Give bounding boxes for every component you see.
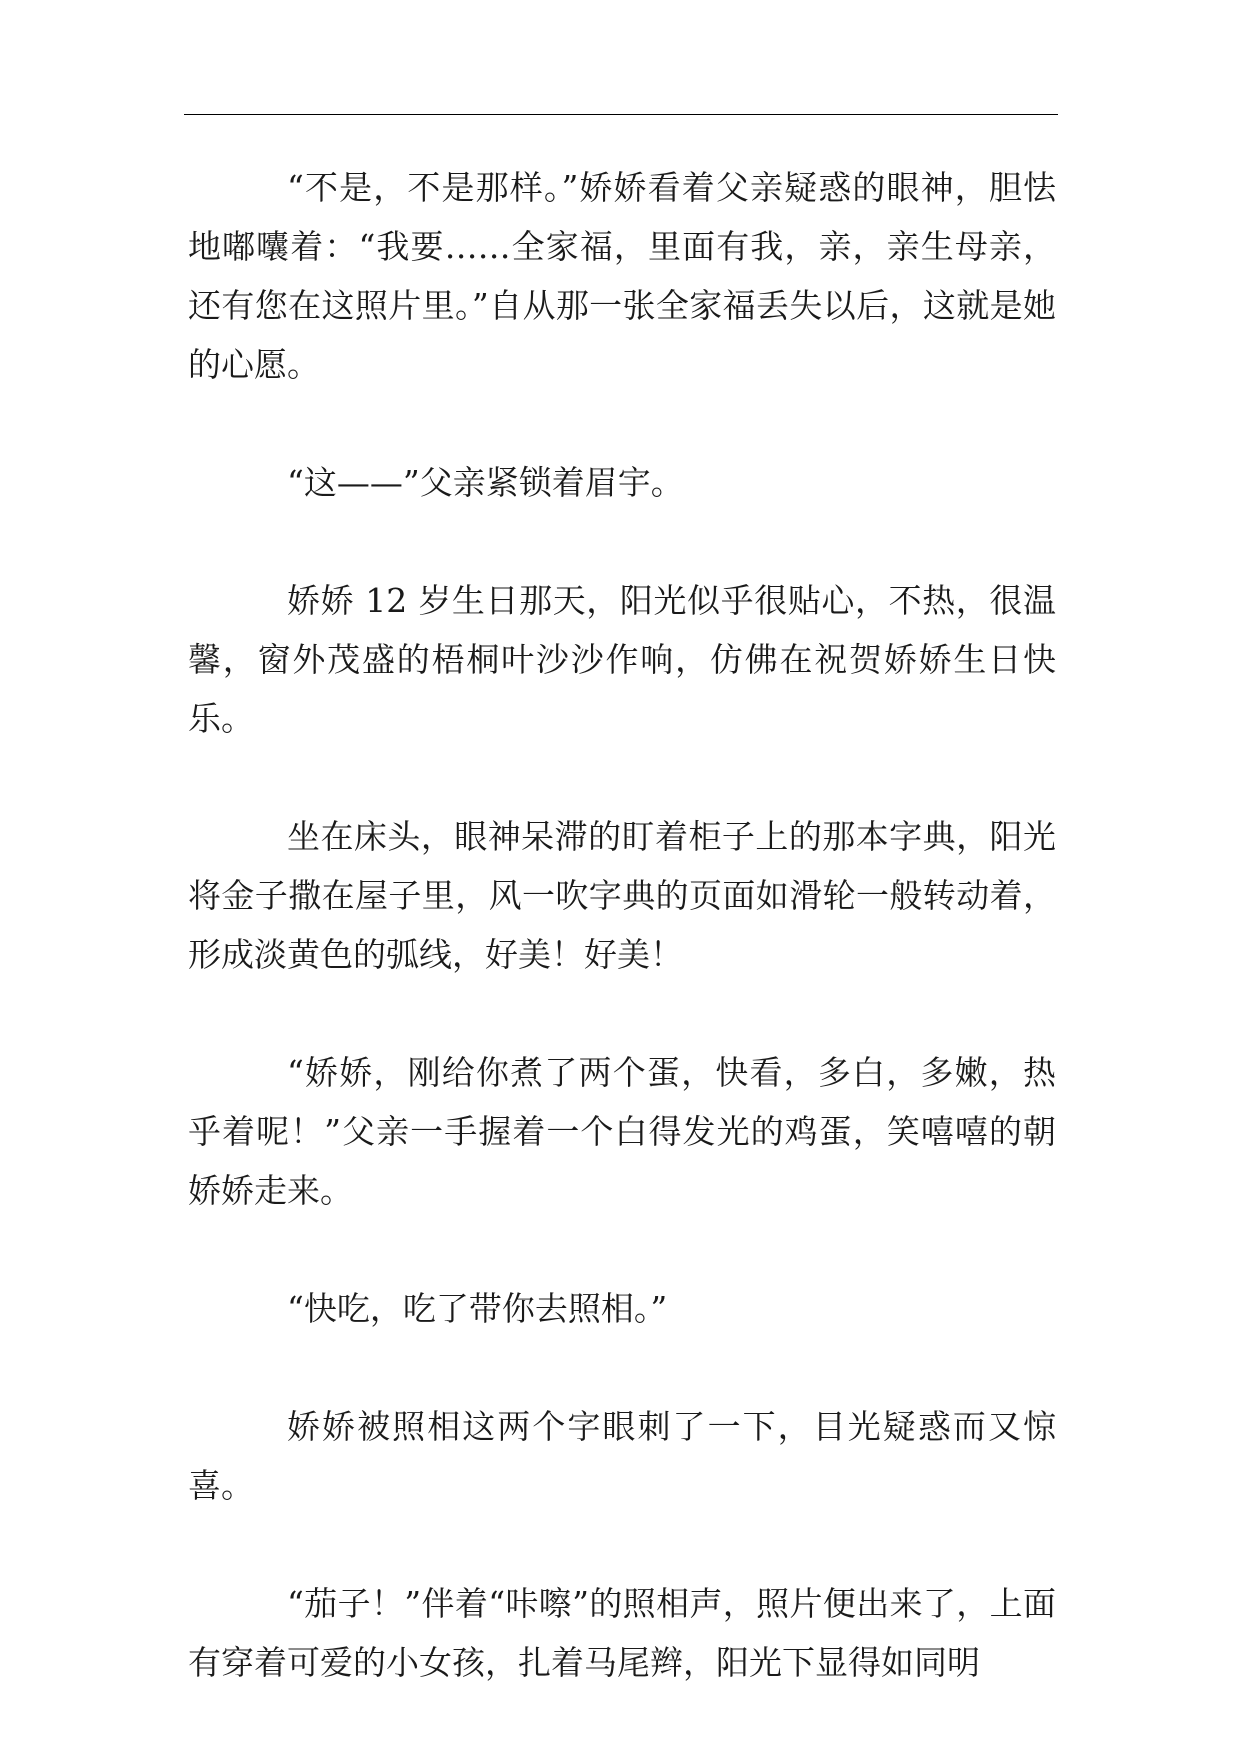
header-divider: [184, 114, 1058, 115]
paragraph-3: 娇娇 12 岁生日那天，阳光似乎很贴心，不热，很温馨，窗外茂盛的梧桐叶沙沙作响，仿佛在祝贺娇娇生日快乐。: [188, 581, 1056, 738]
paragraph-4: 坐在床头，眼神呆滞的盯着柜子上的那本字典，阳光将金子撒在屋子里，风一吹字典的页面如滑轮一般转动着，形成淡黄色的弧线，好美！好美！: [188, 817, 1056, 974]
paragraph-1: “不是，不是那样。”娇娇看着父亲疑惑的眼神，胆怯地嘟囔着：“我要……全家福，里面有我，亲，亲生母亲，还有您在这照片里。”自从那一张全家福丢失以后，这就是她的心愿。: [188, 168, 1056, 384]
paragraph-6: “快吃，吃了带你去照相。”: [287, 1289, 668, 1328]
paragraph-2: “这——”父亲紧锁着眉宇。: [287, 463, 684, 502]
paragraph-8: “茄子！”伴着“咔嚓”的照相声，照片便出来了，上面有穿着可爱的小女孩，扎着马尾辫，阳光下显得如同明: [188, 1584, 1056, 1682]
document-body: [188, 158, 1056, 1692]
paragraph-7: 娇娇被照相这两个字眼刺了一下，目光疑惑而又惊喜。: [188, 1407, 1056, 1505]
paragraph-5: “娇娇，刚给你煮了两个蛋，快看，多白，多嫩，热乎着呢！”父亲一手握着一个白得发光的鸡蛋，笑嘻嘻的朝娇娇走来。: [188, 1053, 1056, 1210]
